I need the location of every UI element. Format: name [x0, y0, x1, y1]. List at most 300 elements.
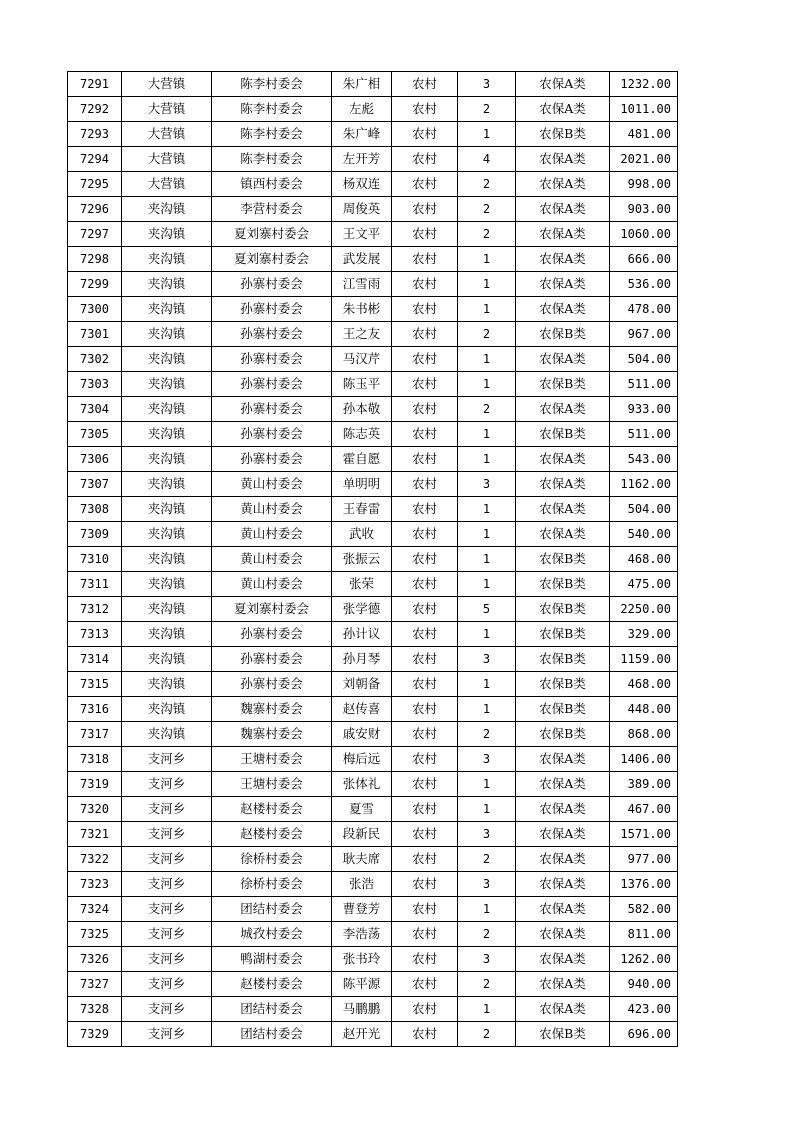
row-number-cell: 7293: [68, 122, 122, 147]
table-row: [68, 597, 678, 622]
name-cell: 耿夫席: [332, 847, 392, 872]
category-cell: 农保A类: [516, 972, 610, 997]
village-committee-cell: 孙寨村委会: [212, 672, 332, 697]
household-size-cell: 3: [458, 472, 516, 497]
category-cell: 农保A类: [516, 897, 610, 922]
town-cell: 大营镇: [122, 172, 212, 197]
amount-cell: 468.00: [610, 672, 678, 697]
row-number-cell: 7308: [68, 497, 122, 522]
table-row: [68, 997, 678, 1022]
table-row: [68, 447, 678, 472]
household-size-cell: 2: [458, 197, 516, 222]
category-cell: 农保B类: [516, 672, 610, 697]
village-committee-cell: 孙寨村委会: [212, 347, 332, 372]
amount-cell: 2250.00: [610, 597, 678, 622]
area-type-cell: 农村: [392, 422, 458, 447]
household-size-cell: 2: [458, 172, 516, 197]
town-cell: 夹沟镇: [122, 622, 212, 647]
row-number-cell: 7329: [68, 1022, 122, 1047]
row-number-cell: 7322: [68, 847, 122, 872]
area-type-cell: 农村: [392, 547, 458, 572]
row-number-cell: 7321: [68, 822, 122, 847]
row-number-cell: 7305: [68, 422, 122, 447]
category-cell: 农保A类: [516, 397, 610, 422]
name-cell: 单明明: [332, 472, 392, 497]
area-type-cell: 农村: [392, 697, 458, 722]
village-committee-cell: 王塘村委会: [212, 772, 332, 797]
row-number-cell: 7296: [68, 197, 122, 222]
household-size-cell: 1: [458, 572, 516, 597]
row-number-cell: 7306: [68, 447, 122, 472]
name-cell: 夏雪: [332, 797, 392, 822]
category-cell: 农保B类: [516, 597, 610, 622]
town-cell: 夹沟镇: [122, 672, 212, 697]
category-cell: 农保A类: [516, 847, 610, 872]
amount-cell: 540.00: [610, 522, 678, 547]
name-cell: 武收: [332, 522, 392, 547]
category-cell: 农保A类: [516, 772, 610, 797]
name-cell: 孙月琴: [332, 647, 392, 672]
amount-cell: 1376.00: [610, 872, 678, 897]
amount-cell: 481.00: [610, 122, 678, 147]
town-cell: 夹沟镇: [122, 272, 212, 297]
village-committee-cell: 魏寨村委会: [212, 697, 332, 722]
amount-cell: 504.00: [610, 347, 678, 372]
category-cell: 农保B类: [516, 372, 610, 397]
village-committee-cell: 团结村委会: [212, 997, 332, 1022]
area-type-cell: 农村: [392, 897, 458, 922]
village-committee-cell: 夏刘寨村委会: [212, 247, 332, 272]
area-type-cell: 农村: [392, 72, 458, 97]
town-cell: 支河乡: [122, 1022, 212, 1047]
name-cell: 李浩荡: [332, 922, 392, 947]
household-size-cell: 3: [458, 872, 516, 897]
category-cell: 农保A类: [516, 222, 610, 247]
category-cell: 农保A类: [516, 522, 610, 547]
town-cell: 支河乡: [122, 797, 212, 822]
name-cell: 张书玲: [332, 947, 392, 972]
name-cell: 霍自愿: [332, 447, 392, 472]
row-number-cell: 7295: [68, 172, 122, 197]
table-row: [68, 197, 678, 222]
household-size-cell: 2: [458, 97, 516, 122]
area-type-cell: 农村: [392, 847, 458, 872]
village-committee-cell: 夏刘寨村委会: [212, 597, 332, 622]
amount-cell: 1406.00: [610, 747, 678, 772]
village-committee-cell: 王塘村委会: [212, 747, 332, 772]
town-cell: 夹沟镇: [122, 522, 212, 547]
amount-cell: 977.00: [610, 847, 678, 872]
amount-cell: 1571.00: [610, 822, 678, 847]
town-cell: 夹沟镇: [122, 497, 212, 522]
household-size-cell: 2: [458, 322, 516, 347]
household-size-cell: 1: [458, 997, 516, 1022]
name-cell: 武发展: [332, 247, 392, 272]
category-cell: 农保B类: [516, 622, 610, 647]
category-cell: 农保B类: [516, 572, 610, 597]
town-cell: 夹沟镇: [122, 647, 212, 672]
village-committee-cell: 徐桥村委会: [212, 872, 332, 897]
area-type-cell: 农村: [392, 347, 458, 372]
table-row: [68, 122, 678, 147]
village-committee-cell: 孙寨村委会: [212, 447, 332, 472]
household-size-cell: 1: [458, 522, 516, 547]
amount-cell: 423.00: [610, 997, 678, 1022]
household-size-cell: 4: [458, 147, 516, 172]
area-type-cell: 农村: [392, 197, 458, 222]
amount-cell: 467.00: [610, 797, 678, 822]
row-number-cell: 7301: [68, 322, 122, 347]
category-cell: 农保A类: [516, 72, 610, 97]
amount-cell: 329.00: [610, 622, 678, 647]
village-committee-cell: 黄山村委会: [212, 572, 332, 597]
name-cell: 赵传喜: [332, 697, 392, 722]
village-committee-cell: 陈李村委会: [212, 97, 332, 122]
household-size-cell: 1: [458, 122, 516, 147]
area-type-cell: 农村: [392, 972, 458, 997]
household-size-cell: 1: [458, 297, 516, 322]
row-number-cell: 7304: [68, 397, 122, 422]
row-number-cell: 7312: [68, 597, 122, 622]
name-cell: 王文平: [332, 222, 392, 247]
table-row: [68, 272, 678, 297]
area-type-cell: 农村: [392, 472, 458, 497]
town-cell: 大营镇: [122, 122, 212, 147]
village-committee-cell: 孙寨村委会: [212, 297, 332, 322]
table-row: [68, 322, 678, 347]
town-cell: 夹沟镇: [122, 447, 212, 472]
area-type-cell: 农村: [392, 222, 458, 247]
category-cell: 农保A类: [516, 247, 610, 272]
amount-cell: 940.00: [610, 972, 678, 997]
name-cell: 张体礼: [332, 772, 392, 797]
row-number-cell: 7316: [68, 697, 122, 722]
household-size-cell: 1: [458, 247, 516, 272]
area-type-cell: 农村: [392, 747, 458, 772]
row-number-cell: 7291: [68, 72, 122, 97]
category-cell: 农保B类: [516, 647, 610, 672]
table-row: [68, 672, 678, 697]
table-row: [68, 497, 678, 522]
household-size-cell: 2: [458, 847, 516, 872]
name-cell: 陈玉平: [332, 372, 392, 397]
household-size-cell: 1: [458, 347, 516, 372]
village-committee-cell: 黄山村委会: [212, 547, 332, 572]
village-committee-cell: 城孜村委会: [212, 922, 332, 947]
village-committee-cell: 孙寨村委会: [212, 272, 332, 297]
town-cell: 夹沟镇: [122, 197, 212, 222]
amount-cell: 933.00: [610, 397, 678, 422]
category-cell: 农保B类: [516, 1022, 610, 1047]
name-cell: 左彪: [332, 97, 392, 122]
village-committee-cell: 徐桥村委会: [212, 847, 332, 872]
town-cell: 大营镇: [122, 147, 212, 172]
category-cell: 农保B类: [516, 122, 610, 147]
household-size-cell: 1: [458, 797, 516, 822]
name-cell: 朱广峰: [332, 122, 392, 147]
household-size-cell: 5: [458, 597, 516, 622]
household-size-cell: 3: [458, 72, 516, 97]
table-row: [68, 247, 678, 272]
name-cell: 张荣: [332, 572, 392, 597]
table-row: [68, 772, 678, 797]
town-cell: 支河乡: [122, 947, 212, 972]
area-type-cell: 农村: [392, 147, 458, 172]
town-cell: 夹沟镇: [122, 547, 212, 572]
table-row: [68, 547, 678, 572]
row-number-cell: 7309: [68, 522, 122, 547]
town-cell: 支河乡: [122, 747, 212, 772]
area-type-cell: 农村: [392, 172, 458, 197]
village-committee-cell: 黄山村委会: [212, 497, 332, 522]
town-cell: 支河乡: [122, 972, 212, 997]
name-cell: 刘朝备: [332, 672, 392, 697]
village-committee-cell: 赵楼村委会: [212, 797, 332, 822]
category-cell: 农保A类: [516, 447, 610, 472]
table-row: [68, 797, 678, 822]
table-row: [68, 347, 678, 372]
category-cell: 农保A类: [516, 947, 610, 972]
row-number-cell: 7323: [68, 872, 122, 897]
town-cell: 夹沟镇: [122, 397, 212, 422]
name-cell: 马鹏鹏: [332, 997, 392, 1022]
household-size-cell: 1: [458, 672, 516, 697]
amount-cell: 696.00: [610, 1022, 678, 1047]
row-number-cell: 7310: [68, 547, 122, 572]
amount-cell: 475.00: [610, 572, 678, 597]
town-cell: 夹沟镇: [122, 597, 212, 622]
category-cell: 农保B类: [516, 722, 610, 747]
amount-cell: 468.00: [610, 547, 678, 572]
area-type-cell: 农村: [392, 922, 458, 947]
row-number-cell: 7313: [68, 622, 122, 647]
amount-cell: 1159.00: [610, 647, 678, 672]
town-cell: 夹沟镇: [122, 322, 212, 347]
row-number-cell: 7328: [68, 997, 122, 1022]
row-number-cell: 7297: [68, 222, 122, 247]
row-number-cell: 7311: [68, 572, 122, 597]
area-type-cell: 农村: [392, 322, 458, 347]
category-cell: 农保A类: [516, 297, 610, 322]
area-type-cell: 农村: [392, 247, 458, 272]
household-size-cell: 1: [458, 497, 516, 522]
row-number-cell: 7314: [68, 647, 122, 672]
category-cell: 农保A类: [516, 797, 610, 822]
table-row: [68, 297, 678, 322]
household-size-cell: 1: [458, 697, 516, 722]
village-committee-cell: 团结村委会: [212, 897, 332, 922]
amount-cell: 543.00: [610, 447, 678, 472]
town-cell: 支河乡: [122, 847, 212, 872]
amount-cell: 1232.00: [610, 72, 678, 97]
category-cell: 农保A类: [516, 172, 610, 197]
area-type-cell: 农村: [392, 622, 458, 647]
area-type-cell: 农村: [392, 797, 458, 822]
row-number-cell: 7292: [68, 97, 122, 122]
table-row: [68, 97, 678, 122]
amount-cell: 868.00: [610, 722, 678, 747]
village-committee-cell: 孙寨村委会: [212, 422, 332, 447]
village-committee-cell: 陈李村委会: [212, 72, 332, 97]
area-type-cell: 农村: [392, 272, 458, 297]
household-size-cell: 2: [458, 922, 516, 947]
table-row: [68, 922, 678, 947]
category-cell: 农保A类: [516, 997, 610, 1022]
village-committee-cell: 魏寨村委会: [212, 722, 332, 747]
household-size-cell: 2: [458, 222, 516, 247]
table-row: [68, 372, 678, 397]
area-type-cell: 农村: [392, 672, 458, 697]
name-cell: 江雪雨: [332, 272, 392, 297]
area-type-cell: 农村: [392, 722, 458, 747]
amount-cell: 903.00: [610, 197, 678, 222]
amount-cell: 1060.00: [610, 222, 678, 247]
amount-cell: 511.00: [610, 422, 678, 447]
table-row: [68, 72, 678, 97]
household-size-cell: 1: [458, 422, 516, 447]
village-committee-cell: 黄山村委会: [212, 522, 332, 547]
name-cell: 梅后远: [332, 747, 392, 772]
amount-cell: 389.00: [610, 772, 678, 797]
town-cell: 支河乡: [122, 897, 212, 922]
area-type-cell: 农村: [392, 122, 458, 147]
household-size-cell: 3: [458, 647, 516, 672]
town-cell: 夹沟镇: [122, 422, 212, 447]
table-row: [68, 747, 678, 772]
name-cell: 王之友: [332, 322, 392, 347]
name-cell: 陈志英: [332, 422, 392, 447]
amount-cell: 478.00: [610, 297, 678, 322]
village-committee-cell: 孙寨村委会: [212, 322, 332, 347]
table-row: [68, 897, 678, 922]
name-cell: 张振云: [332, 547, 392, 572]
name-cell: 朱书彬: [332, 297, 392, 322]
category-cell: 农保A类: [516, 197, 610, 222]
area-type-cell: 农村: [392, 1022, 458, 1047]
name-cell: 戚安财: [332, 722, 392, 747]
row-number-cell: 7324: [68, 897, 122, 922]
household-size-cell: 2: [458, 397, 516, 422]
row-number-cell: 7327: [68, 972, 122, 997]
row-number-cell: 7303: [68, 372, 122, 397]
table-row: [68, 422, 678, 447]
village-committee-cell: 夏刘寨村委会: [212, 222, 332, 247]
table-row: [68, 397, 678, 422]
area-type-cell: 农村: [392, 822, 458, 847]
name-cell: 张浩: [332, 872, 392, 897]
town-cell: 支河乡: [122, 997, 212, 1022]
row-number-cell: 7315: [68, 672, 122, 697]
town-cell: 支河乡: [122, 822, 212, 847]
row-number-cell: 7299: [68, 272, 122, 297]
town-cell: 大营镇: [122, 97, 212, 122]
category-cell: 农保A类: [516, 822, 610, 847]
name-cell: 周俊英: [332, 197, 392, 222]
category-cell: 农保B类: [516, 422, 610, 447]
table-row: [68, 947, 678, 972]
amount-cell: 511.00: [610, 372, 678, 397]
household-size-cell: 3: [458, 747, 516, 772]
area-type-cell: 农村: [392, 447, 458, 472]
table-row: [68, 622, 678, 647]
name-cell: 马汉芹: [332, 347, 392, 372]
area-type-cell: 农村: [392, 372, 458, 397]
household-size-cell: 1: [458, 272, 516, 297]
amount-cell: 967.00: [610, 322, 678, 347]
name-cell: 王春雷: [332, 497, 392, 522]
household-size-cell: 1: [458, 897, 516, 922]
area-type-cell: 农村: [392, 647, 458, 672]
name-cell: 杨双连: [332, 172, 392, 197]
area-type-cell: 农村: [392, 947, 458, 972]
category-cell: 农保B类: [516, 322, 610, 347]
village-committee-cell: 黄山村委会: [212, 472, 332, 497]
row-number-cell: 7294: [68, 147, 122, 172]
row-number-cell: 7318: [68, 747, 122, 772]
amount-cell: 1262.00: [610, 947, 678, 972]
table-row: [68, 722, 678, 747]
household-size-cell: 1: [458, 547, 516, 572]
town-cell: 夹沟镇: [122, 347, 212, 372]
table-row: [68, 847, 678, 872]
amount-cell: 582.00: [610, 897, 678, 922]
category-cell: 农保B类: [516, 547, 610, 572]
household-size-cell: 2: [458, 1022, 516, 1047]
area-type-cell: 农村: [392, 97, 458, 122]
name-cell: 张学德: [332, 597, 392, 622]
category-cell: 农保A类: [516, 97, 610, 122]
household-size-cell: 2: [458, 722, 516, 747]
category-cell: 农保A类: [516, 747, 610, 772]
town-cell: 支河乡: [122, 872, 212, 897]
table-row: [68, 972, 678, 997]
table-row: [68, 222, 678, 247]
row-number-cell: 7317: [68, 722, 122, 747]
village-committee-cell: 镇西村委会: [212, 172, 332, 197]
table-row: [68, 572, 678, 597]
row-number-cell: 7319: [68, 772, 122, 797]
table-row: [68, 647, 678, 672]
name-cell: 陈平源: [332, 972, 392, 997]
area-type-cell: 农村: [392, 522, 458, 547]
table-row: [68, 522, 678, 547]
village-committee-cell: 鸭湖村委会: [212, 947, 332, 972]
data-table: [67, 71, 678, 1047]
village-committee-cell: 陈李村委会: [212, 122, 332, 147]
town-cell: 夹沟镇: [122, 372, 212, 397]
row-number-cell: 7298: [68, 247, 122, 272]
category-cell: 农保A类: [516, 347, 610, 372]
name-cell: 赵开光: [332, 1022, 392, 1047]
category-cell: 农保A类: [516, 272, 610, 297]
row-number-cell: 7326: [68, 947, 122, 972]
town-cell: 支河乡: [122, 922, 212, 947]
category-cell: 农保A类: [516, 472, 610, 497]
town-cell: 夹沟镇: [122, 572, 212, 597]
household-size-cell: 1: [458, 772, 516, 797]
name-cell: 曹登芳: [332, 897, 392, 922]
category-cell: 农保B类: [516, 697, 610, 722]
category-cell: 农保A类: [516, 922, 610, 947]
table-body: [68, 72, 678, 1047]
row-number-cell: 7307: [68, 472, 122, 497]
area-type-cell: 农村: [392, 597, 458, 622]
amount-cell: 2021.00: [610, 147, 678, 172]
table-row: [68, 472, 678, 497]
amount-cell: 811.00: [610, 922, 678, 947]
town-cell: 夹沟镇: [122, 247, 212, 272]
village-committee-cell: 李营村委会: [212, 197, 332, 222]
